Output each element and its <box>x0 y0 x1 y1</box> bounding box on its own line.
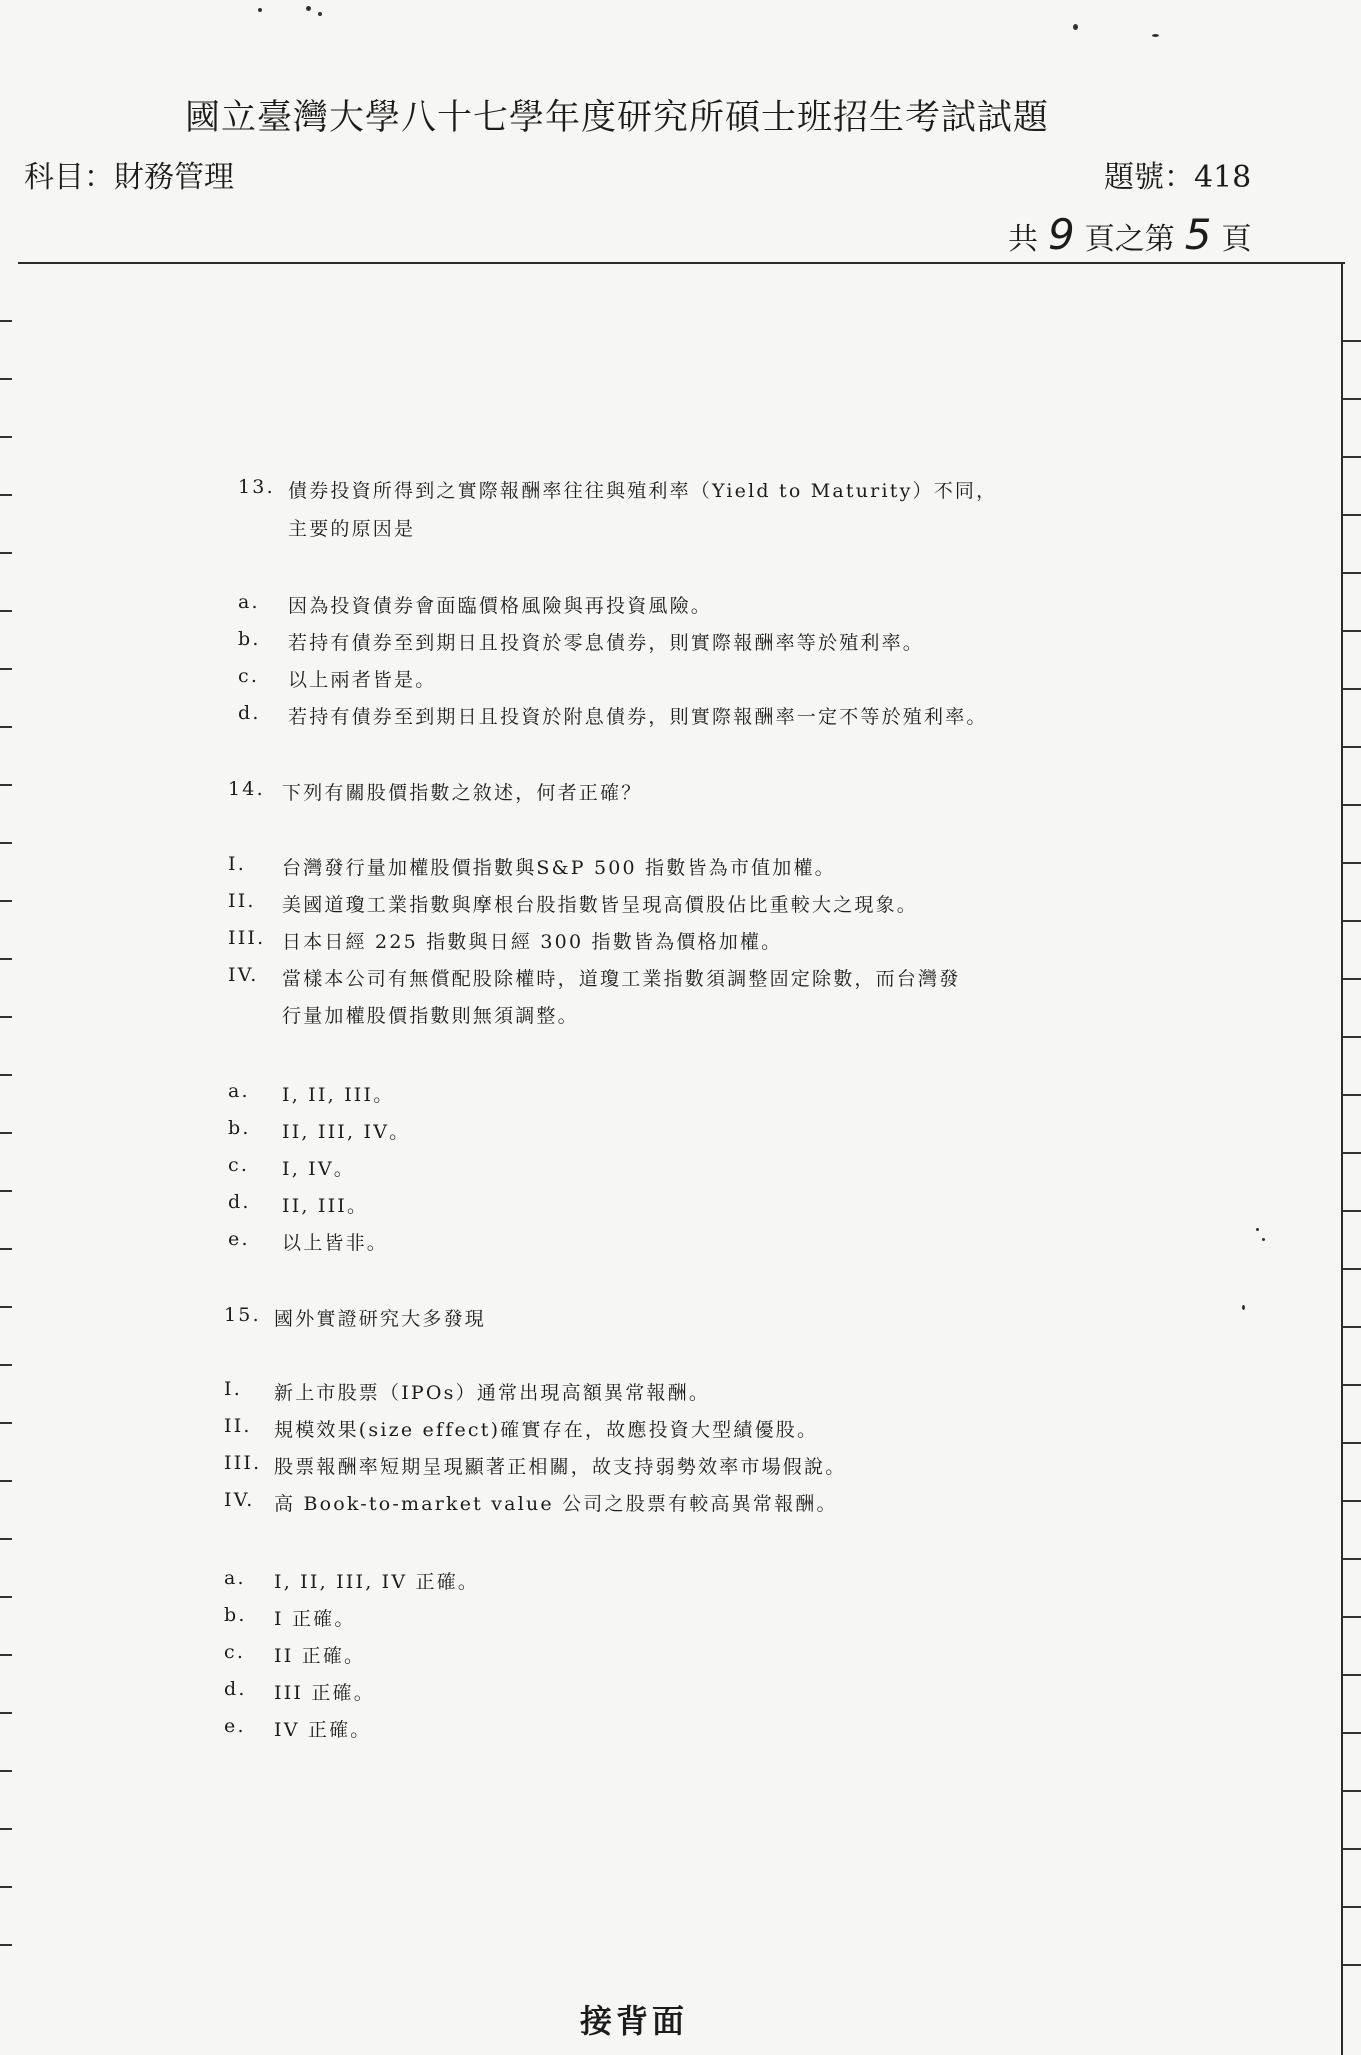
margin-tick-left <box>0 1422 12 1424</box>
question-13-stem-line: 債券投資所得到之實際報酬率往往與殖利率（Yield to Maturity）不同， <box>288 480 998 502</box>
margin-tick-left <box>0 1944 12 1946</box>
page-total: 9 <box>1048 210 1075 259</box>
page-count-middle: 頁之第 <box>1084 222 1175 257</box>
question-13-stem-line: 主要的原因是 <box>288 518 416 540</box>
margin-tick-left <box>0 1654 12 1656</box>
q15-choice-label: d. <box>224 1678 247 1700</box>
margin-tick-left <box>0 1190 12 1192</box>
margin-tick-left <box>0 1074 12 1076</box>
q15-choice-label: b. <box>224 1604 247 1626</box>
q15-statement-label: IV. <box>224 1489 255 1511</box>
question-14-number: 14. <box>228 778 265 800</box>
q14-choice-text: I, II, III。 <box>282 1084 395 1106</box>
scan-speck <box>306 6 311 11</box>
q14-choice-text: I, IV。 <box>282 1158 356 1180</box>
q13-choice-label: b. <box>238 628 261 650</box>
margin-tick-right <box>1343 1268 1361 1270</box>
q15-choice-text: III 正確。 <box>274 1682 375 1704</box>
page-count <box>1008 210 1251 259</box>
margin-tick-right <box>1343 1790 1361 1792</box>
margin-tick-left <box>0 552 12 554</box>
margin-tick-right <box>1343 1558 1361 1560</box>
page-count-suffix: 頁 <box>1221 222 1252 257</box>
margin-tick-right <box>1343 340 1361 342</box>
margin-tick-left <box>0 668 12 670</box>
exam-title: 國立臺灣大學八十七學年度研究所碩士班招生考試試題 <box>185 98 1050 138</box>
q13-choice-text: 若持有債券至到期日且投資於附息債券，則實際報酬率一定不等於殖利率。 <box>288 706 988 728</box>
q14-choice-label: d. <box>228 1191 251 1213</box>
margin-tick-right <box>1343 398 1361 400</box>
q15-choice-label: c. <box>224 1641 246 1663</box>
margin-tick-left <box>0 1016 12 1018</box>
q15-statement-label: II. <box>224 1415 252 1437</box>
scan-speck <box>1152 34 1159 37</box>
scan-speck <box>1242 1305 1245 1310</box>
scan-speck <box>1073 24 1078 30</box>
margin-tick-left <box>0 1248 12 1250</box>
margin-tick-right <box>1343 1500 1361 1502</box>
q15-choice-text: IV 正確。 <box>274 1719 372 1741</box>
margin-tick-left <box>0 784 12 786</box>
margin-tick-right <box>1343 862 1361 864</box>
margin-tick-right <box>1343 1616 1361 1618</box>
margin-tick-left <box>0 1596 12 1598</box>
question-15-stem-line: 國外實證研究大多發現 <box>274 1308 487 1330</box>
question-14-stem-line: 下列有關股價指數之敘述，何者正確？ <box>282 782 643 804</box>
q14-choice-label: b. <box>228 1117 251 1139</box>
margin-tick-left <box>0 726 12 728</box>
margin-tick-right <box>1343 1210 1361 1212</box>
q15-choice-label: a. <box>224 1567 246 1589</box>
q13-choice-label: a. <box>238 591 260 613</box>
q15-choice-text: I 正確。 <box>274 1608 356 1630</box>
q14-choice-text: 以上皆非。 <box>282 1232 389 1254</box>
q14-statement-line: 美國道瓊工業指數與摩根台股指數皆呈現高價股佔比重較大之現象。 <box>282 894 919 916</box>
margin-tick-right <box>1343 514 1361 516</box>
q15-choice-text: I, II, III, IV 正確。 <box>274 1571 480 1593</box>
q14-statement-line: 行量加權股價指數則無須調整。 <box>282 1005 579 1027</box>
margin-tick-left <box>0 1306 12 1308</box>
margin-tick-right <box>1343 746 1361 748</box>
page-current: 5 <box>1184 210 1212 259</box>
margin-tick-left <box>0 842 12 844</box>
margin-tick-right <box>1343 1848 1361 1850</box>
q13-choice-label: c. <box>238 665 260 687</box>
question-number: 題號：418 <box>1104 160 1252 195</box>
margin-tick-right <box>1343 1384 1361 1386</box>
q14-statement-line: 台灣發行量加權股價指數與S&P 500 指數皆為市值加權。 <box>282 857 836 879</box>
margin-tick-right <box>1343 1094 1361 1096</box>
q15-choice-text: II 正確。 <box>274 1645 366 1667</box>
continue-on-back-note: 接背面 <box>580 2002 689 2040</box>
margin-tick-left <box>0 1828 12 1830</box>
q15-statement-label: III. <box>224 1452 262 1474</box>
margin-tick-right <box>1343 978 1361 980</box>
q15-statement-line: 規模效果(size effect)確實存在，故應投資大型績優股。 <box>274 1419 819 1441</box>
margin-tick-right <box>1343 804 1361 806</box>
margin-tick-right <box>1343 1906 1361 1908</box>
question-13-number: 13. <box>238 476 275 498</box>
q15-choice-label: e. <box>224 1715 246 1737</box>
margin-tick-right <box>1343 456 1361 458</box>
q14-choice-text: II, III, IV。 <box>282 1121 411 1143</box>
margin-tick-left <box>0 436 12 438</box>
q14-statement-line: 日本日經 225 指數與日經 300 指數皆為價格加權。 <box>282 931 783 953</box>
page-count-prefix: 共 <box>1008 222 1038 257</box>
margin-tick-right <box>1343 1152 1361 1154</box>
margin-tick-left <box>0 320 12 322</box>
margin-tick-left <box>0 1770 12 1772</box>
q15-statement-label: I. <box>224 1378 242 1400</box>
question-15-number: 15. <box>224 1304 261 1326</box>
margin-tick-left <box>0 1712 12 1714</box>
q14-statement-label: I. <box>228 853 246 875</box>
q14-choice-text: II, III。 <box>282 1195 369 1217</box>
q14-statement-label: II. <box>228 890 256 912</box>
q14-choice-label: e. <box>228 1228 250 1250</box>
q14-choice-label: a. <box>228 1080 250 1102</box>
q15-statement-line: 新上市股票（IPOs）通常出現高額異常報酬。 <box>274 1382 711 1404</box>
margin-tick-left <box>0 1132 12 1134</box>
margin-tick-right <box>1343 1036 1361 1038</box>
margin-tick-left <box>0 378 12 380</box>
margin-tick-left <box>0 1364 12 1366</box>
q14-statement-line: 當樣本公司有無償配股除權時，道瓊工業指數須調整固定除數，而台灣發 <box>282 968 961 990</box>
q13-choice-text: 因為投資債券會面臨價格風險與再投資風險。 <box>288 595 713 617</box>
margin-tick-right <box>1343 572 1361 574</box>
scan-speck <box>258 8 262 12</box>
margin-tick-right <box>1343 1964 1361 1966</box>
q15-statement-line: 高 Book-to-market value 公司之股票有較高異常報酬。 <box>274 1493 838 1515</box>
q13-choice-label: d. <box>238 702 261 724</box>
margin-tick-left <box>0 958 12 960</box>
margin-tick-right <box>1343 688 1361 690</box>
q14-choice-label: c. <box>228 1154 250 1176</box>
q13-choice-text: 以上兩者皆是。 <box>288 669 437 691</box>
margin-tick-right <box>1343 920 1361 922</box>
frame-right-rule <box>1341 262 1343 2055</box>
subject-label: 科目：財務管理 <box>24 160 234 195</box>
margin-tick-right <box>1343 1674 1361 1676</box>
scan-speck <box>1256 1228 1259 1231</box>
margin-tick-left <box>0 900 12 902</box>
scan-speck <box>318 12 322 16</box>
margin-tick-left <box>0 494 12 496</box>
margin-tick-left <box>0 1886 12 1888</box>
q15-statement-line: 股票報酬率短期呈現顯著正相關，故支持弱勢效率市場假說。 <box>274 1456 847 1478</box>
scan-speck <box>1262 1238 1265 1241</box>
margin-tick-right <box>1343 630 1361 632</box>
margin-tick-left <box>0 1480 12 1482</box>
margin-tick-right <box>1343 1732 1361 1734</box>
q14-statement-label: IV. <box>228 964 259 986</box>
margin-tick-left <box>0 610 12 612</box>
margin-tick-right <box>1343 1326 1361 1328</box>
q14-statement-label: III. <box>228 927 266 949</box>
frame-top-rule <box>18 262 1345 264</box>
margin-tick-right <box>1343 1442 1361 1444</box>
margin-tick-left <box>0 1538 12 1540</box>
q13-choice-text: 若持有債券至到期日且投資於零息債券，則實際報酬率等於殖利率。 <box>288 632 925 654</box>
